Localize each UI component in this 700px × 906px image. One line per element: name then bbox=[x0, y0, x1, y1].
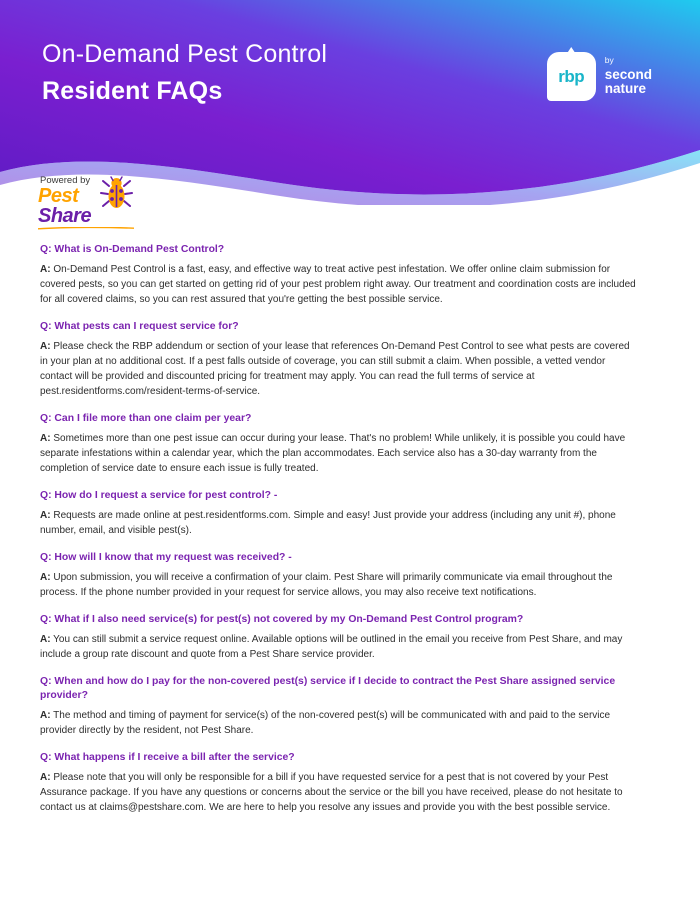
logo-brand-line-1: second bbox=[604, 66, 652, 82]
logo-by-label: by bbox=[604, 55, 614, 66]
faq-answer-text: The method and timing of payment for service(s) of the non-covered pest(s) will be communicated with and paid to the service provider directly by the resident, not Pest Share. bbox=[40, 710, 611, 737]
faq-answer bbox=[40, 632, 638, 662]
pest-share-word-1: Pest bbox=[38, 185, 79, 207]
powered-by-pest-share bbox=[38, 175, 91, 225]
faq-item bbox=[40, 320, 638, 399]
faq-question: Q: How will I know that my request was received? - bbox=[40, 552, 292, 564]
faq-answer bbox=[40, 431, 638, 476]
faq-item bbox=[40, 489, 638, 538]
faq-answer-text: Upon submission, you will receive a confirmation of your claim. Pest Share will primarily communicate via email throughout the process. If the phone number provided in your request for service allows, you may also receive text notifications. bbox=[40, 572, 613, 599]
faq-answer-prefix: A: bbox=[40, 341, 51, 353]
faq-answer-prefix: A: bbox=[40, 510, 51, 522]
faq-answer bbox=[40, 708, 638, 738]
faq-answer-text: You can still submit a service request online. Available options will be outlined in the email you receive from Pest Share, and may include a group rate discount and quote from a Pest Share service provider. bbox=[40, 634, 623, 661]
faq-item bbox=[40, 613, 638, 662]
faq-answer bbox=[40, 339, 638, 399]
page-title-line-1: On-Demand Pest Control bbox=[42, 40, 328, 68]
pest-share-wordmark bbox=[38, 187, 91, 225]
faq-answer bbox=[40, 570, 638, 600]
faq-list bbox=[40, 243, 638, 828]
page-title-line-2: Resident FAQs bbox=[42, 76, 223, 105]
faq-answer-prefix: A: bbox=[40, 634, 51, 646]
faq-answer-text: Requests are made online at pest.residentforms.com. Simple and easy! Just provide your address (including any unit #), phone number, email, and visible pest(s). bbox=[40, 510, 616, 537]
faq-item bbox=[40, 243, 638, 307]
faq-question: Q: How do I request a service for pest control? - bbox=[40, 490, 278, 502]
faq-answer-prefix: A: bbox=[40, 772, 51, 784]
faq-question: Q: What is On-Demand Pest Control? bbox=[40, 244, 225, 255]
faq-item bbox=[40, 675, 638, 738]
rbp-logo-text: rbp bbox=[558, 67, 585, 86]
powered-by-label: Powered by bbox=[40, 175, 91, 186]
faq-answer-text: Sometimes more than one pest issue can occur during your lease. That's no problem! While unlikely, it is possible you could have separate infestations within a calendar year, which the plan accommodates. Each service also has a 30-day warranty from the completion of service date to ensure each issue is fully treated. bbox=[40, 433, 626, 475]
bug-icon bbox=[100, 174, 134, 212]
faq-answer-prefix: A: bbox=[40, 264, 51, 276]
faq-answer-prefix: A: bbox=[40, 433, 51, 445]
faq-question: Q: When and how do I pay for the non-covered pest(s) service if I decide to contract the Pest Share assigned service provider? bbox=[40, 676, 616, 702]
faq-answer bbox=[40, 508, 638, 538]
faq-answer bbox=[40, 262, 638, 307]
faq-item bbox=[40, 751, 638, 815]
pest-share-logo bbox=[38, 187, 91, 225]
faq-question: Q: What happens if I receive a bill after the service? bbox=[40, 752, 295, 764]
faq-answer bbox=[40, 770, 638, 815]
rbp-house-icon bbox=[547, 52, 596, 101]
faq-answer-text: Please note that you will only be responsible for a bill if you have requested service for a pest that is not covered by your Pest Assurance package. If you have any questions or concerns about the service or the bill you have received, please do not hesitate to contact us at claims@pestshare.com. We are here to help you resolve any issues and provide you with the best possible service. bbox=[40, 772, 623, 814]
pest-share-underline bbox=[38, 227, 134, 230]
second-nature-wordmark bbox=[605, 56, 652, 97]
logo-brand-line-2: nature bbox=[604, 81, 646, 97]
faq-answer-prefix: A: bbox=[40, 710, 51, 722]
rbp-second-nature-logo bbox=[547, 52, 652, 101]
pest-share-word-2: Share bbox=[38, 204, 92, 227]
faq-answer-text: Please check the RBP addendum or section of your lease that references On-Demand Pest Control to see what pests are covered in your plan at no additional cost. If a pest falls outside of coverage, you can still submit a claim. When possible, a vetted vendor contact will be provided and discounted pricing for treatment may apply. You can read the full terms of service at pest.residentforms.com/resident-terms-of-service. bbox=[40, 341, 630, 398]
faq-answer-prefix: A: bbox=[40, 572, 51, 584]
faq-item bbox=[40, 412, 638, 476]
faq-question: Q: Can I file more than one claim per year? bbox=[40, 413, 252, 425]
faq-item bbox=[40, 551, 638, 600]
faq-question: Q: What if I also need service(s) for pest(s) not covered by my On-Demand Pest Control program? bbox=[40, 614, 524, 626]
faq-answer-text: On-Demand Pest Control is a fast, easy, and effective way to treat active pest infestation. We offer online claim submission for covered pests, so you can get started on getting rid of your pest problem right away. Our treatment and coordination costs are included for all covered claims, so you can rest assured that you're getting the best possible service. bbox=[40, 264, 636, 306]
faq-question: Q: What pests can I request service for? bbox=[40, 321, 239, 333]
